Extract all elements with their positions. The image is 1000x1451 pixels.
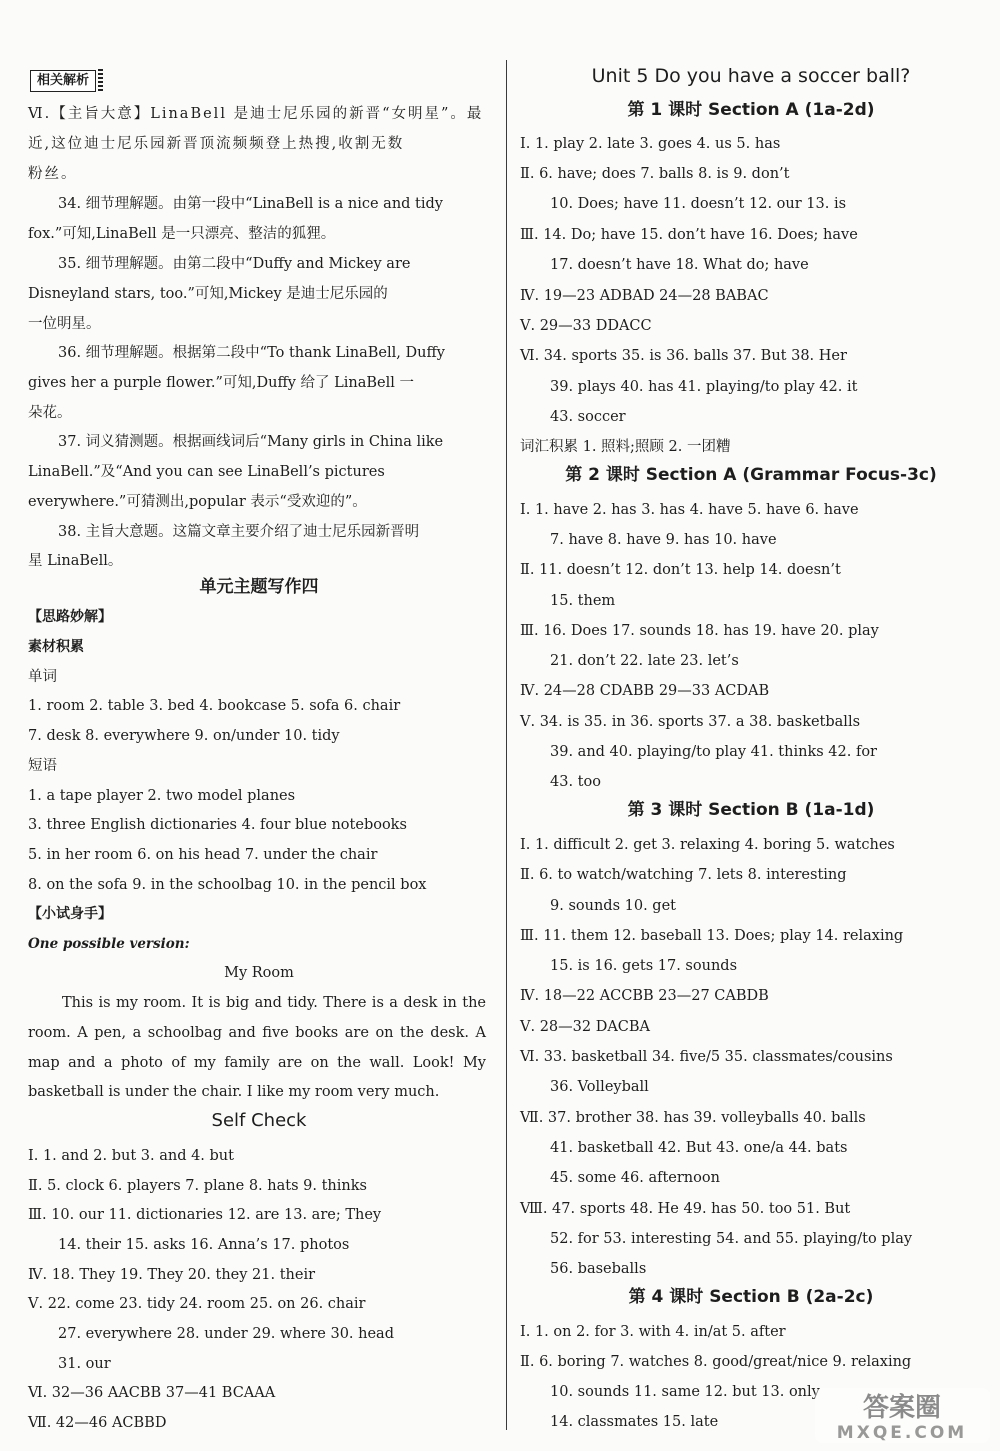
- answer-line: 17. doesn’t have 18. What do; have: [550, 257, 809, 273]
- answer-line: 14. their 15. asks 16. Anna’s 17. photos: [58, 1237, 350, 1253]
- answer-line: fox.”可知,LinaBell 是一只漂亮、整洁的狐狸。: [28, 226, 336, 242]
- answer-line: Ⅴ. 22. come 23. tidy 24. room 25. on 26. chair: [28, 1296, 366, 1312]
- answer-line: 34. 细节理解题。由第一段中“LinaBell is a nice and tidy: [58, 196, 443, 212]
- self-check-title: Self Check: [211, 1110, 307, 1131]
- words-line-2: 7. desk 8. everywhere 9. on/under 10. tidy: [28, 728, 340, 744]
- duanyu-heading: 短语: [28, 758, 57, 774]
- answer-line: Ⅴ. 34. is 35. in 36. sports 37. a 38. basketballs: [520, 714, 861, 730]
- answer-line: Ⅱ. 6. to watch/watching 7. lets 8. interesting: [520, 867, 847, 883]
- lesson-2-heading: 第 2 课时 Section A (Grammar Focus-3c): [565, 465, 937, 485]
- answer-line: Ⅷ. 47. sports 48. He 49. has 50. too 51. But: [520, 1201, 851, 1217]
- answer-line: Ⅴ. 28—32 DACBA: [520, 1019, 651, 1035]
- answer-line: Ⅲ. 14. Do; have 15. don’t have 16. Does; have: [520, 227, 858, 243]
- answer-line: Ⅳ. 19—23 ADBAD 24—28 BABAC: [520, 288, 769, 304]
- siluo-heading: 【思路妙解】: [28, 609, 112, 625]
- answer-line: 37. 词义猜测题。根据画线词后“Many girls in China like: [58, 434, 444, 450]
- answer-line: Ⅵ. 33. basketball 34. five/5 35. classmates/cousins: [520, 1049, 893, 1065]
- answer-line: Ⅶ. 37. brother 38. has 39. volleyballs 40. balls: [520, 1110, 866, 1126]
- danci-heading: 单词: [28, 669, 57, 685]
- answer-line: Ⅳ. 24—28 CDABB 29—33 ACDAB: [520, 683, 770, 699]
- answer-line: Ⅵ. 32—36 AACBB 37—41 BCAAA: [28, 1385, 276, 1401]
- answer-line: Ⅲ. 10. our 11. dictionaries 12. are 13. are; They: [28, 1207, 382, 1223]
- answer-line: Ⅱ. 11. doesn’t 12. don’t 13. help 14. doesn’t: [520, 562, 841, 578]
- answer-line: Ⅱ. 5. clock 6. players 7. plane 8. hats 9. thinks: [28, 1178, 367, 1194]
- xiaoshi-heading: 【小试身手】: [28, 906, 112, 922]
- lesson-1-heading: 第 1 课时 Section A (1a-2d): [627, 100, 875, 120]
- answer-line: LinaBell.”及“And you can see LinaBell’s pictures: [28, 464, 385, 480]
- answer-line: 56. baseballs: [550, 1261, 647, 1277]
- answer-line: 14. classmates 15. late: [550, 1414, 719, 1430]
- essay-title: My Room: [224, 965, 294, 981]
- answer-line: 45. some 46. afternoon: [550, 1170, 720, 1186]
- answer-line: Ⅰ. 1. and 2. but 3. and 4. but: [28, 1148, 234, 1164]
- answer-line: 词汇积累 1. 照料;照顾 2. 一团糟: [520, 439, 731, 455]
- watermark-text-1: 答案圈: [862, 1393, 942, 1423]
- answer-line: 粉丝。: [28, 166, 78, 182]
- answer-line: 36. Volleyball: [550, 1079, 649, 1095]
- answer-line: 39. and 40. playing/to play 41. thinks 42. for: [550, 744, 877, 760]
- answer-line: 朵花。: [28, 405, 72, 421]
- answer-line: 52. for 53. interesting 54. and 55. playing/to play: [550, 1231, 913, 1247]
- answer-line: Ⅶ. 42—46 ACBBD: [28, 1415, 167, 1431]
- answer-line: 15. them: [550, 593, 616, 609]
- answer-line: 35. 细节理解题。由第二段中“Duffy and Mickey are: [58, 256, 411, 272]
- phrases-line-1: 1. a tape player 2. two model planes: [28, 788, 296, 804]
- answer-line: 36. 细节理解题。根据第二段中“To thank LinaBell, Duffy: [58, 345, 445, 361]
- phrases-line-3: 5. in her room 6. on his head 7. under the chair: [28, 847, 378, 863]
- answer-line: 15. is 16. gets 17. sounds: [550, 958, 738, 974]
- answer-line: Ⅰ. 1. play 2. late 3. goes 4. us 5. has: [520, 136, 781, 152]
- answer-line: 9. sounds 10. get: [550, 898, 676, 914]
- unit-title: Unit 5 Do you have a soccer ball?: [591, 65, 911, 87]
- column-divider: [506, 60, 507, 1430]
- answer-line: 10. Does; have 11. doesn’t 12. our 13. is: [550, 196, 847, 212]
- words-line-1: 1. room 2. table 3. bed 4. bookcase 5. sofa 6. chair: [28, 698, 401, 714]
- answer-line: 43. soccer: [550, 409, 626, 425]
- lesson-3-heading: 第 3 课时 Section B (1a-1d): [627, 800, 875, 820]
- essay-line-2: room. A pen, a schoolbag and five books are on the desk. A: [28, 1025, 486, 1041]
- essay-line-3: map and a photo of my family are on the wall. Look! My: [28, 1055, 486, 1071]
- section-tag: 相关解析: [30, 70, 96, 92]
- sucai-heading: 素材积累: [28, 639, 84, 655]
- answer-line: 21. don’t 22. late 23. let’s: [550, 653, 739, 669]
- answer-line: 7. have 8. have 9. has 10. have: [550, 532, 777, 548]
- watermark-text-2: MXQE.COM: [836, 1423, 968, 1443]
- version-label: One possible version:: [28, 936, 190, 952]
- answer-line: Ⅴ. 29—33 DDACC: [520, 318, 652, 334]
- answer-line: Ⅰ. 1. difficult 2. get 3. relaxing 4. boring 5. watches: [520, 837, 895, 853]
- phrases-line-4: 8. on the sofa 9. in the schoolbag 10. in the pencil box: [28, 877, 427, 893]
- watermark-logo: [815, 1388, 990, 1443]
- answer-line: Ⅲ. 16. Does 17. sounds 18. has 19. have 20. play: [520, 623, 879, 639]
- essay-line-1: This is my room. It is big and tidy. There is a desk in the: [62, 995, 486, 1011]
- answer-line: 43. too: [550, 774, 601, 790]
- answer-line: Ⅰ. 1. have 2. has 3. has 4. have 5. have 6. have: [520, 502, 859, 518]
- answer-line: 31. our: [58, 1356, 111, 1372]
- answer-line: Ⅵ.【主旨大意】LinaBell 是迪士尼乐园的新晋“女明星”。最: [28, 106, 484, 122]
- answer-line: 27. everywhere 28. under 29. where 30. head: [58, 1326, 394, 1342]
- answer-line: Ⅰ. 1. on 2. for 3. with 4. in/at 5. after: [520, 1324, 786, 1340]
- answer-line: gives her a purple flower.”可知,Duffy 给了 LinaBell 一: [28, 375, 415, 391]
- answer-line: Ⅳ. 18—22 ACCBB 23—27 CABDB: [520, 988, 769, 1004]
- answer-line: 39. plays 40. has 41. playing/to play 42. it: [550, 379, 858, 395]
- answer-line: 一位明星。: [28, 316, 101, 332]
- answer-line: Ⅲ. 11. them 12. baseball 13. Does; play 14. relaxing: [520, 928, 904, 944]
- phrases-line-2: 3. three English dictionaries 4. four blue notebooks: [28, 817, 407, 833]
- answer-line: 星 LinaBell。: [28, 553, 123, 569]
- answer-line: 38. 主旨大意题。这篇文章主要介绍了迪士尼乐园新晋明: [58, 524, 420, 540]
- answer-line: Ⅱ. 6. have; does 7. balls 8. is 9. don’t: [520, 166, 790, 182]
- answer-line: 近,这位迪士尼乐园新晋顶流频频登上热搜,收割无数: [28, 136, 405, 152]
- essay-line-4: basketball is under the chair. I like my room very much.: [28, 1084, 440, 1100]
- answer-line: 10. sounds 11. same 12. but 13. only: [550, 1384, 820, 1400]
- answer-line: Ⅳ. 18. They 19. They 20. they 21. their: [28, 1267, 316, 1283]
- lesson-4-heading: 第 4 课时 Section B (2a-2c): [628, 1287, 874, 1307]
- answer-line: Disneyland stars, too.”可知,Mickey 是迪士尼乐园的: [28, 286, 388, 302]
- writing-title: 单元主题写作四: [199, 577, 319, 597]
- answer-line: 41. basketball 42. But 43. one/a 44. bats: [550, 1140, 848, 1156]
- answer-line: Ⅱ. 6. boring 7. watches 8. good/great/nice 9. relaxing: [520, 1354, 912, 1370]
- answer-line: everywhere.”可猜测出,popular 表示“受欢迎的”。: [28, 494, 367, 510]
- answer-line: Ⅵ. 34. sports 35. is 36. balls 37. But 38. Her: [520, 348, 847, 364]
